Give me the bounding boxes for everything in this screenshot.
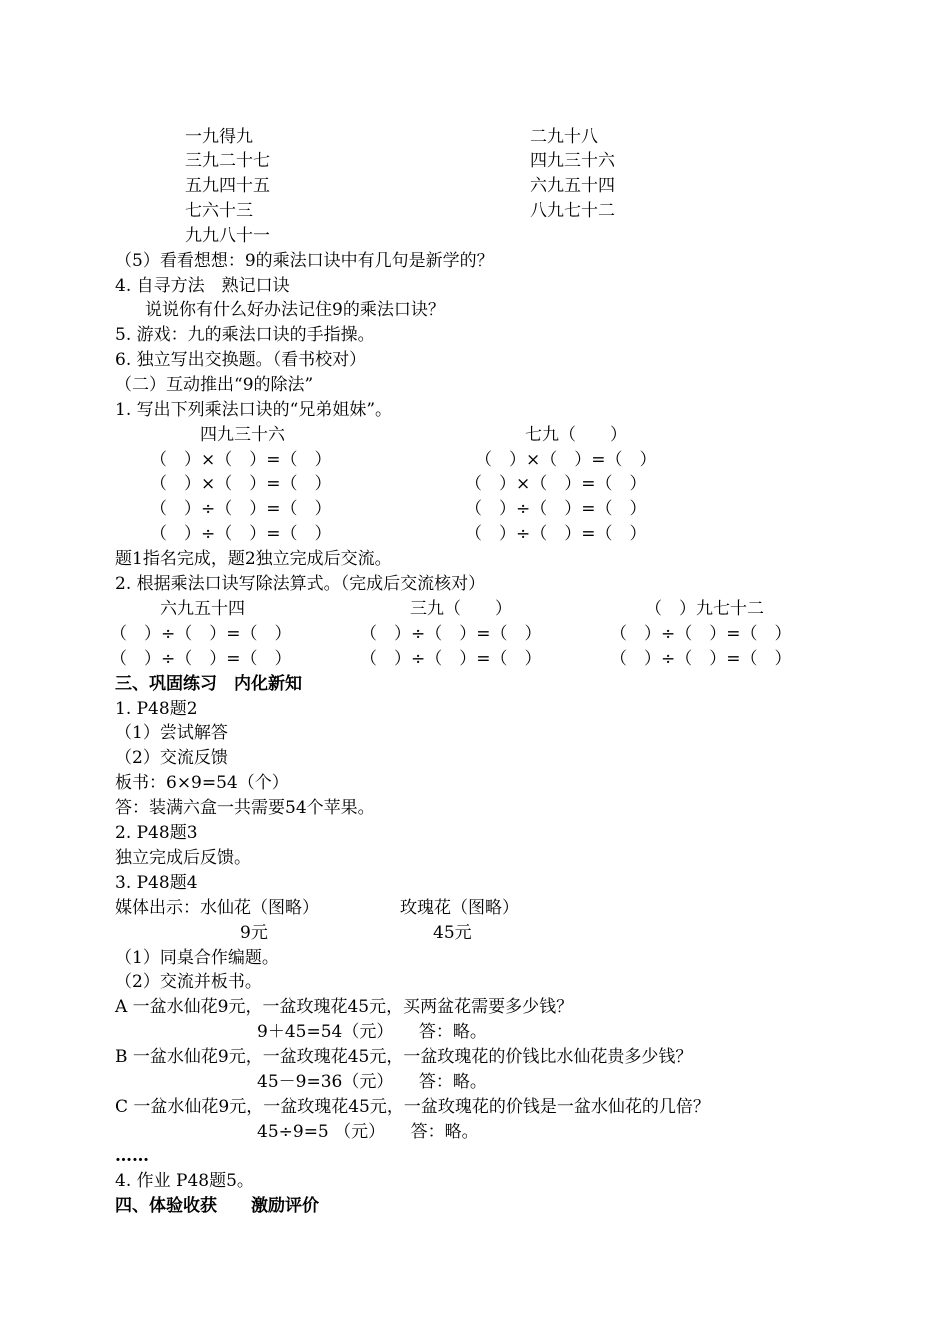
rhyme-line: 五九四十五: [185, 176, 270, 196]
exercise-1-left-title: 四九三十六: [200, 425, 285, 445]
rhyme-line: 七六十三: [185, 201, 253, 221]
problem-a: A 一盆水仙花9元，一盆玫瑰花45元，买两盆花需要多少钱？: [115, 997, 574, 1017]
rhyme-line: 九九八十一: [185, 226, 270, 246]
blank-equation: （ ）×（ ）=（ ）: [150, 450, 332, 470]
consolidate-1b: （2）交流反馈: [115, 748, 228, 768]
exercise-1-heading: 1. 写出下列乘法口诀的“兄弟姐妹”。: [115, 400, 393, 420]
step-4-text: 说说你有什么好办法记住9的乘法口诀？: [145, 300, 445, 320]
consolidate-2: 2. P48题3: [115, 823, 198, 843]
homework: 4. 作业 P48题5。: [115, 1171, 254, 1191]
rhyme-line: 一九得九: [185, 127, 253, 147]
problem-c: C 一盆水仙花9元，一盆玫瑰花45元，一盆玫瑰花的价钱是一盆水仙花的几倍？: [115, 1097, 710, 1117]
blank-equation: （ ）×（ ）=（ ）: [465, 474, 647, 494]
consolidate-3b: （2）交流并板书。: [115, 972, 262, 992]
blank-equation: （ ）÷（ ）=（ ）: [150, 499, 332, 519]
rhyme-line: 三九二十七: [185, 151, 270, 171]
section-4-heading: 四、体验收获 激励评价: [115, 1196, 319, 1216]
consolidate-1a: （1）尝试解答: [115, 723, 228, 743]
step-6: 6. 独立写出交换题。（看书校对）: [115, 350, 367, 370]
blank-equation: （ ）÷（ ）=（ ）: [360, 624, 542, 644]
blank-equation: （ ）÷（ ）=（ ）: [610, 649, 792, 669]
blank-equation: （ ）÷（ ）=（ ）: [610, 624, 792, 644]
section-3-heading: 三、巩固练习 内化新知: [115, 674, 302, 694]
rhyme-line: 四九三十六: [530, 151, 615, 171]
ellipsis: ……: [115, 1146, 149, 1166]
exercise-note: 题1指名完成，题2独立完成后交流。: [115, 549, 392, 569]
media-line: 媒体出示：水仙花（图略）: [115, 898, 319, 918]
price-narcissus: 9元: [240, 923, 268, 943]
blank-equation: （ ）÷（ ）=（ ）: [360, 649, 542, 669]
step-5: 5. 游戏：九的乘法口诀的手指操。: [115, 325, 375, 345]
blank-equation: （ ）÷（ ）=（ ）: [110, 649, 292, 669]
blank-equation: （ ）÷（ ）=（ ）: [150, 524, 332, 544]
blank-equation: （ ）×（ ）=（ ）: [150, 474, 332, 494]
rhyme-line: 八九七十二: [530, 201, 615, 221]
blank-equation: （ ）÷（ ）=（ ）: [110, 624, 292, 644]
blank-equation: （ ）÷（ ）=（ ）: [465, 499, 647, 519]
exercise-2-title: （ ）九七十二: [645, 599, 764, 619]
step-4-heading: 4. 自寻方法 熟记口诀: [115, 276, 290, 296]
exercise-2-heading: 2. 根据乘法口诀写除法算式。（完成后交流核对）: [115, 574, 486, 594]
problem-a-equation: 9＋45=54（元） 答：略。: [257, 1022, 487, 1042]
blank-equation: （ ）×（ ）=（ ）: [475, 450, 657, 470]
exercise-1-right-title: 七九（ ）: [525, 425, 627, 445]
exercise-2-title: 三九（ ）: [410, 599, 512, 619]
problem-b: B 一盆水仙花9元，一盆玫瑰花45元，一盆玫瑰花的价钱比水仙花贵多少钱？: [115, 1047, 693, 1067]
consolidate-2a: 独立完成后反馈。: [115, 848, 251, 868]
problem-b-equation: 45－9=36（元） 答：略。: [257, 1072, 487, 1092]
answer-line: 答：装满六盒一共需要54个苹果。: [115, 798, 375, 818]
consolidate-1: 1. P48题2: [115, 699, 198, 719]
exercise-2-title: 六九五十四: [160, 599, 245, 619]
part-2-heading: （二）互动推出“9的除法”: [115, 375, 314, 395]
price-rose: 45元: [433, 923, 472, 943]
problem-c-equation: 45÷9=5 （元） 答：略。: [257, 1122, 479, 1142]
board-writing: 板书：6×9=54（个）: [115, 773, 289, 793]
rhyme-line: 六九五十四: [530, 176, 615, 196]
question-5: （5）看看想想：9的乘法口诀中有几句是新学的？: [115, 251, 494, 271]
blank-equation: （ ）÷（ ）=（ ）: [465, 524, 647, 544]
media-line-rose: 玫瑰花（图略）: [400, 898, 519, 918]
consolidate-3a: （1）同桌合作编题。: [115, 948, 279, 968]
rhyme-line: 二九十八: [530, 127, 598, 147]
consolidate-3: 3. P48题4: [115, 873, 198, 893]
